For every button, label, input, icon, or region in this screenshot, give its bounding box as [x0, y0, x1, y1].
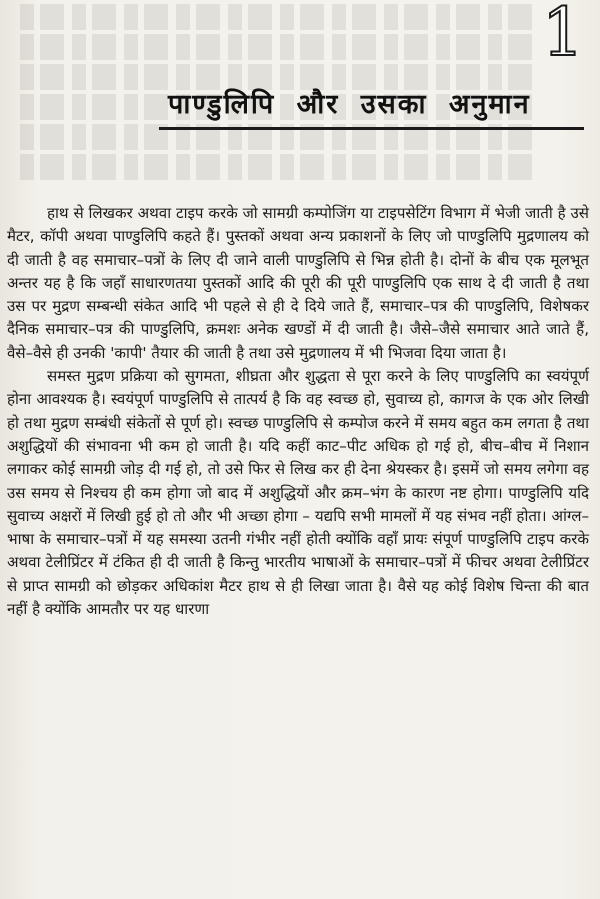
paragraph-2: समस्त मुद्रण प्रक्रिया को सुगमता, शीघ्रता और शुद्धता से पूरा करने के लिए पाण्डुलिपि का स्वयंपूर्ण होना आवश्यक है। स्वयंपूर्ण पाण्डुलिपि से तात्पर्य है कि वह स्वच्छ हो, सुवाच्य हो, कागज के एक ओर लिखी हो तथा मुद्रण सम्बंधी संकेतों से पूर्ण हो। स्वच्छ पाण्डुलिपि से कम्पोज करने में समय बहुत कम लगता है तथा अशुद्धियों की संभावना भी कम हो जाती है। यदि कहीं काट–पीट अधिक हो गई हो, बीच–बीच में निशान लगाकर कोई सामग्री जोड़ दी गई हो, तो उसे फिर से लिख कर ही देना श्रेयस्कर है। इसमें जो समय लगेगा वह उस समय से निश्चय ही कम होगा जो बाद में अशुद्धियों और क्रम–भंग के कारण नष्ट होगा। पाण्डुलिपि यदि सुवाच्य अक्षरों में लिखी हुई हो तो और भी अच्छा होगा – यद्यपि सभी मामलों में यह संभव नहीं होता। आंग्ल–भाषा के समाचार–पत्रों में यह समस्या उतनी गंभीर नहीं होती क्योंकि वहाँ प्रायः संपूर्ण पाण्डुलिपि टाइप करके अथवा टेलीप्रिंटर में टंकित ही दी जाती है किन्तु भारतीय भाषाओं के समाचार–पत्रों में फीचर अथवा टेलीप्रिंटर से प्राप्त सामग्री को छोड़कर अधिकांश मैटर हाथ से ही लिखा जाता है। वैसे यह कोई विशेष चिन्ता की बात नहीं है क्योंकि आमतौर पर यह धारणा [7, 367, 589, 619]
chapter-body [7, 202, 589, 621]
title-underline [159, 127, 584, 130]
chapter-number: 1 [542, 0, 584, 71]
paragraph-1: हाथ से लिखकर अथवा टाइप करके जो सामग्री कम्पोजिंग या टाइपसेटिंग विभाग में भेजी जाती है उसे मैटर, कॉपी अथवा पाण्डुलिपि कहते हैं। पुस्तकों अथवा अन्य प्रकाशनों के लिए जो पाण्डुलिपि मुद्रणालय को दी जाती है वह समाचार–पत्रों के लिए दी जाने वाली पाण्डुलिपि से भिन्न होती है। दोनों के बीच एक मूलभूत अन्तर यह है कि जहाँ साधारणतया पुस्तकों आदि की पूरी की पूरी पाण्डुलिपि एक साथ दे दी जाती है तथा उस पर मुद्रण सम्बन्धी संकेत आदि भी पहले से ही दे दिये जाते हैं, समाचार–पत्र की पाण्डुलिपि, विशेषकर दैनिक समाचार–पत्र की पाण्डुलिपि, क्रमशः अनेक खण्डों में दी जाती है। जैसे–जैसे समाचार आते जाते हैं, वैसे–वैसे ही उनकी 'कापी' तैयार की जाती है तथा उसे मुद्रणालय में भी भिजवा दिया जाता है। [7, 204, 589, 362]
chapter-title: पाण्डुलिपि और उसका अनुमान [168, 89, 531, 120]
